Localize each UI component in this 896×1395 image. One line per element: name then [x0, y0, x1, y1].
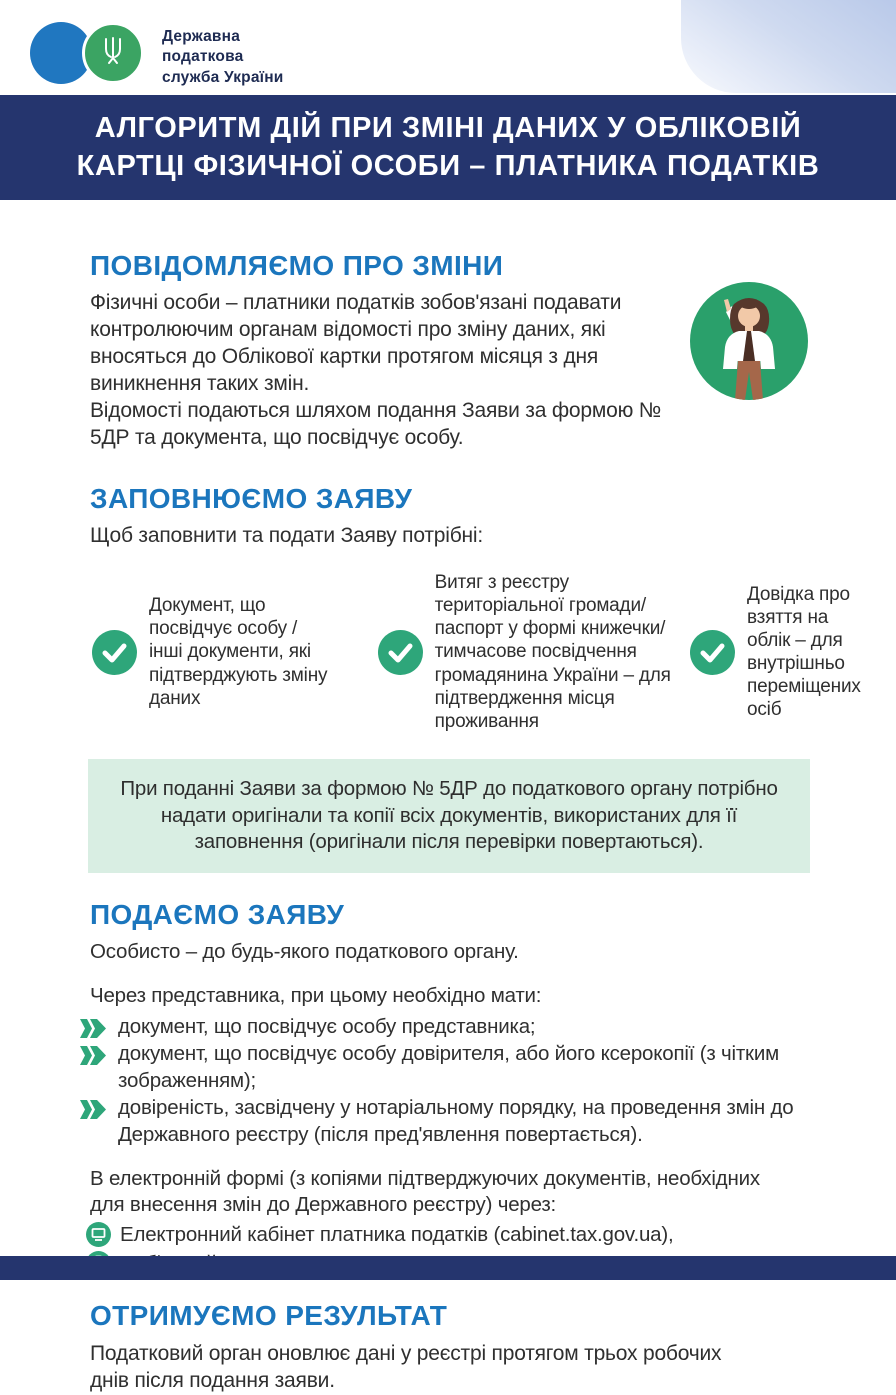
checkmark-icon: [690, 630, 735, 675]
trident-icon: [100, 36, 126, 71]
section-notify-changes: [90, 250, 810, 451]
double-arrow-icon: [80, 1019, 108, 1038]
list-item-text: довіреність, засвідчену у нотаріальному порядку, на проведення змін до Державного реєстру (після пред'явлення повертається).: [118, 1096, 794, 1147]
checklist-item-text: Довідка про взяття на облік – для внутрішньо переміщених осіб: [747, 583, 861, 721]
list-item-text: документ, що посвідчує особу довірителя, або його ксерокопії (з чітким зображенням);: [118, 1042, 779, 1092]
org-name-line3: служба України: [162, 68, 284, 86]
list-item: [86, 1222, 810, 1248]
checkmark-icon: [92, 630, 137, 675]
section-fill-application: [90, 483, 861, 733]
org-name-line2: податкова: [162, 48, 244, 66]
checklist-row: [92, 571, 861, 733]
checklist-item-text: Документ, що посвідчує особу / інші документи, які підтверджують зміну даних: [149, 595, 328, 709]
section-heading-result: ОТРИМУЄМО РЕЗУЛЬТАТ: [90, 1300, 448, 1332]
woman-pointing-illustration: [690, 282, 808, 400]
double-arrow-icon: [80, 1046, 108, 1065]
checklist-item: [378, 571, 690, 733]
org-name: [162, 22, 284, 88]
checklist-item: [690, 583, 861, 722]
section-heading-fill: ЗАПОВНЮЄМО ЗАЯВУ: [90, 483, 413, 515]
checklist-item: [92, 594, 378, 710]
notify-paragraph-2: Відомості подаються шляхом подання Заяви за формою № 5ДР та документа, що посвідчує особу.: [90, 398, 662, 449]
list-item: [80, 1014, 810, 1041]
section-submit-application: [90, 899, 810, 1276]
banner-title-line2: КАРТЦІ ФІЗИЧНОЇ ОСОБИ – ПЛАТНИКА ПОДАТКІВ: [76, 149, 820, 182]
notify-paragraph-1: Фізичні особи – платники податків зобов'язані подавати контролюючим органам відомості про зміну даних, які вносяться до Облікової картки протягом місяця з дня виникнення таких змін.: [90, 291, 622, 395]
banner-title-line1: АЛГОРИТМ ДІЙ ПРИ ЗМІНІ ДАНИХ У ОБЛІКОВІЙ: [94, 112, 802, 145]
note-box: При поданні Заяви за формою № 5ДР до податкового органу потрібно надати оригінали та копії всіх документів, використаних для її заповнення (оригінали після перевірки повертаються).: [88, 759, 810, 873]
logo-green-circle: [82, 22, 144, 84]
submit-in-person: Особисто – до будь-якого податкового органу.: [90, 940, 519, 964]
footer-bar: [0, 1256, 896, 1280]
tax-service-logo: [30, 22, 148, 86]
list-item: [80, 1041, 810, 1094]
main-content: [0, 200, 896, 1395]
checklist-item-text: Витяг з реєстру територіальної громади/ паспорт у формі книжечки/ тимчасове посвідчення громадянина України – для підтвердження місця проживання: [434, 571, 671, 732]
section-heading-submit: ПОДАЄМО ЗАЯВУ: [90, 899, 345, 931]
representative-requirements-list: [80, 1014, 810, 1149]
computer-icon: [86, 1222, 111, 1247]
list-item-text: Електронний кабінет платника податків (cabinet.tax.gov.ua),: [120, 1223, 674, 1246]
list-item: [80, 1095, 810, 1148]
fill-intro: Щоб заповнити та подати Заяву потрібні:: [90, 523, 484, 547]
result-body: Податковий орган оновлює дані у реєстрі протягом трьох робочих днів після подання заяви.: [90, 1342, 722, 1393]
checkmark-icon: [378, 630, 423, 675]
section-heading-notify: ПОВІДОМЛЯЄМО ПРО ЗМІНИ: [90, 250, 504, 281]
section-get-result: [90, 1300, 810, 1395]
double-arrow-icon: [80, 1100, 108, 1119]
list-item-text: документ, що посвідчує особу представника;: [118, 1014, 536, 1038]
electronic-intro: В електронній формі (з копіями підтверджуючих документів, необхідних для внесення змін до Державного реєстру) через:: [90, 1166, 760, 1217]
header: [0, 0, 896, 95]
submit-via-rep-intro: Через представника, при цьому необхідно мати:: [90, 983, 542, 1007]
title-banner: [0, 95, 896, 200]
org-name-line1: Державна: [162, 28, 241, 45]
